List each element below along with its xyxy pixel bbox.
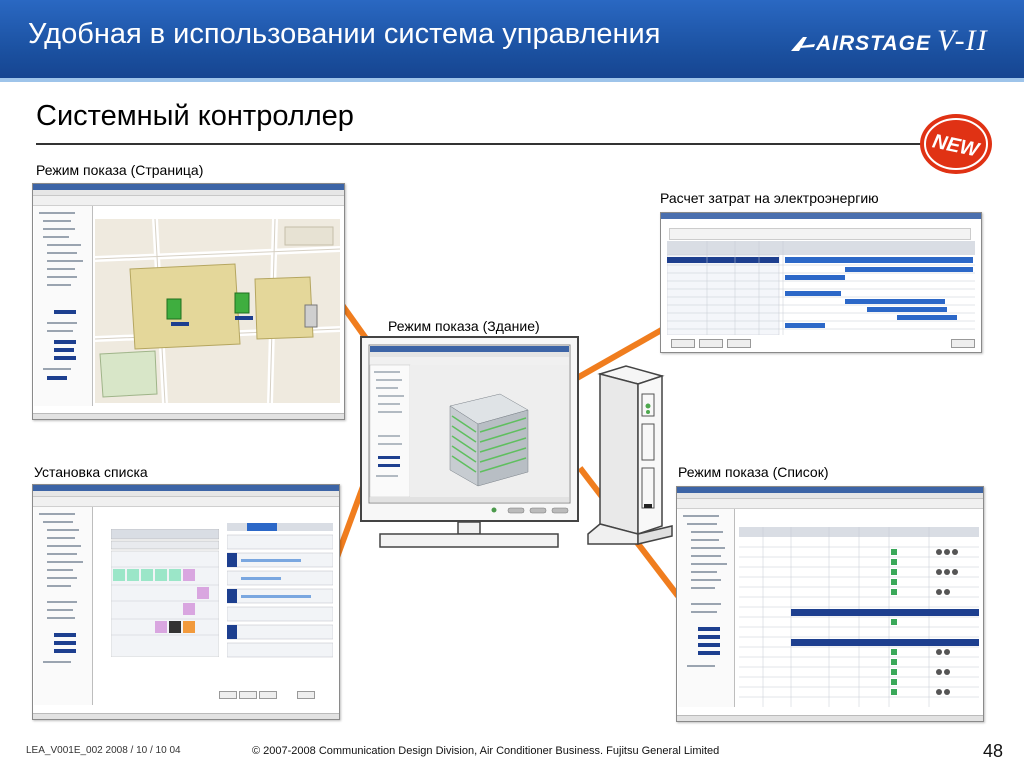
label-schedule-setup: Установка списка [34,464,148,480]
label-energy-cost: Расчет затрат на электроэнергию [660,190,879,206]
page-title: Удобная в использовании система управления [28,18,661,50]
screenshot-energy-cost [660,212,982,353]
brand-suffix: V-II [936,24,988,57]
screenshot-page-mode [32,183,345,420]
label-list-mode: Режим показа (Список) [678,464,829,480]
calendar-grid [111,529,219,657]
floor-map [95,219,340,403]
new-badge-label: NEW [930,130,981,162]
schedule-patterns [227,523,333,683]
label-page-mode: Режим показа (Страница) [36,162,204,178]
section-title: Системный контроллер [36,100,354,132]
screenshot-list-mode [676,486,984,722]
screenshot-schedule-setup [32,484,340,720]
brand-name: AIRSTAGE [816,32,931,55]
cost-table [667,241,975,335]
list-tree [678,509,735,707]
monitor-illustration [360,336,580,550]
device-tree [34,206,93,406]
footer-document-code: LEA_V001E_002 2008 / 10 / 10 04 [26,745,181,756]
label-building-mode: Режим показа (Здание) [388,318,540,334]
page-number: 48 [983,741,1004,761]
unit-list-table [739,527,979,707]
footer-copyright: © 2007-2008 Communication Design Division, Air Conditioner Business. Fujitsu General Limited [252,745,720,757]
schedule-tree [34,507,93,705]
floor-map-graphic [95,219,340,403]
pc-tower-illustration [586,364,678,550]
